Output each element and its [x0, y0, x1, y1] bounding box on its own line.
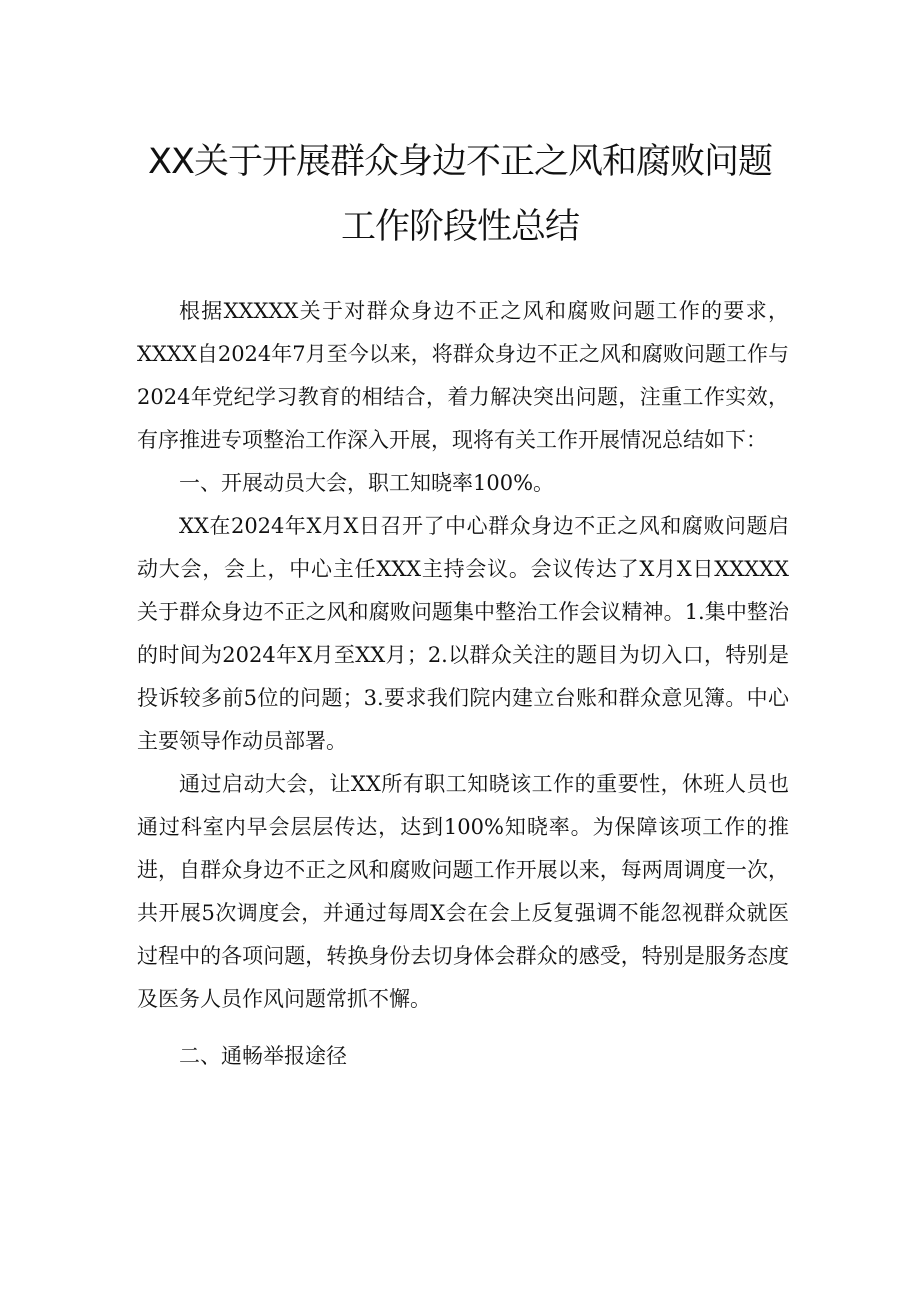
document-title-line-2: 工作阶段性总结: [340, 207, 579, 247]
section-heading-2: 二、通畅举报途径: [179, 1044, 347, 1068]
section-1-paragraph-2: 通过启动大会，让XX所有职工知晓该工作的重要性，休班人员也通过科室内早会层层传达，达到100%知晓率。为保障该项工作的推进，自群众身边不正之风和腐败问题工作开展以来，每两周调度一次，共开展5次调度会，并通过每周X会在会上反复强调不能忽视群众就医过程中的各项问题，转换身份去切身体会群众的感受，特别是服务态度及医务人员作风问题常抓不懈。: [137, 772, 789, 1011]
section-1-paragraph-1: XX在2024年X月X日召开了中心群众身边不正之风和腐败问题启动大会，会上，中心主任XXX主持会议。会议传达了X月X日XXXXX关于群众身边不正之风和腐败问题集中整治工作会议精神。1.集中整治的时间为2024年X月至XX月；2.以群众关注的题目为切入口，特别是投诉较多前5位的问题；3.要求我们院内建立台账和群众意见簿。中心主要领导作动员部署。: [137, 514, 789, 753]
intro-paragraph: 根据XXXXX关于对群众身边不正之风和腐败问题工作的要求，XXXX自2024年7月至今以来，将群众身边不正之风和腐败问题工作与2024年党纪学习教育的相结合，着力解决突出问题，注重工作实效，有序推进专项整治工作深入开展，现将有关工作开展情况总结如下：: [137, 299, 789, 452]
document-body: [137, 290, 789, 1078]
document-title-line-1: XX关于开展群众身边不正之风和腐败问题: [148, 142, 772, 182]
section-heading-1: 一、开展动员大会，职工知晓率100%。: [179, 471, 555, 495]
